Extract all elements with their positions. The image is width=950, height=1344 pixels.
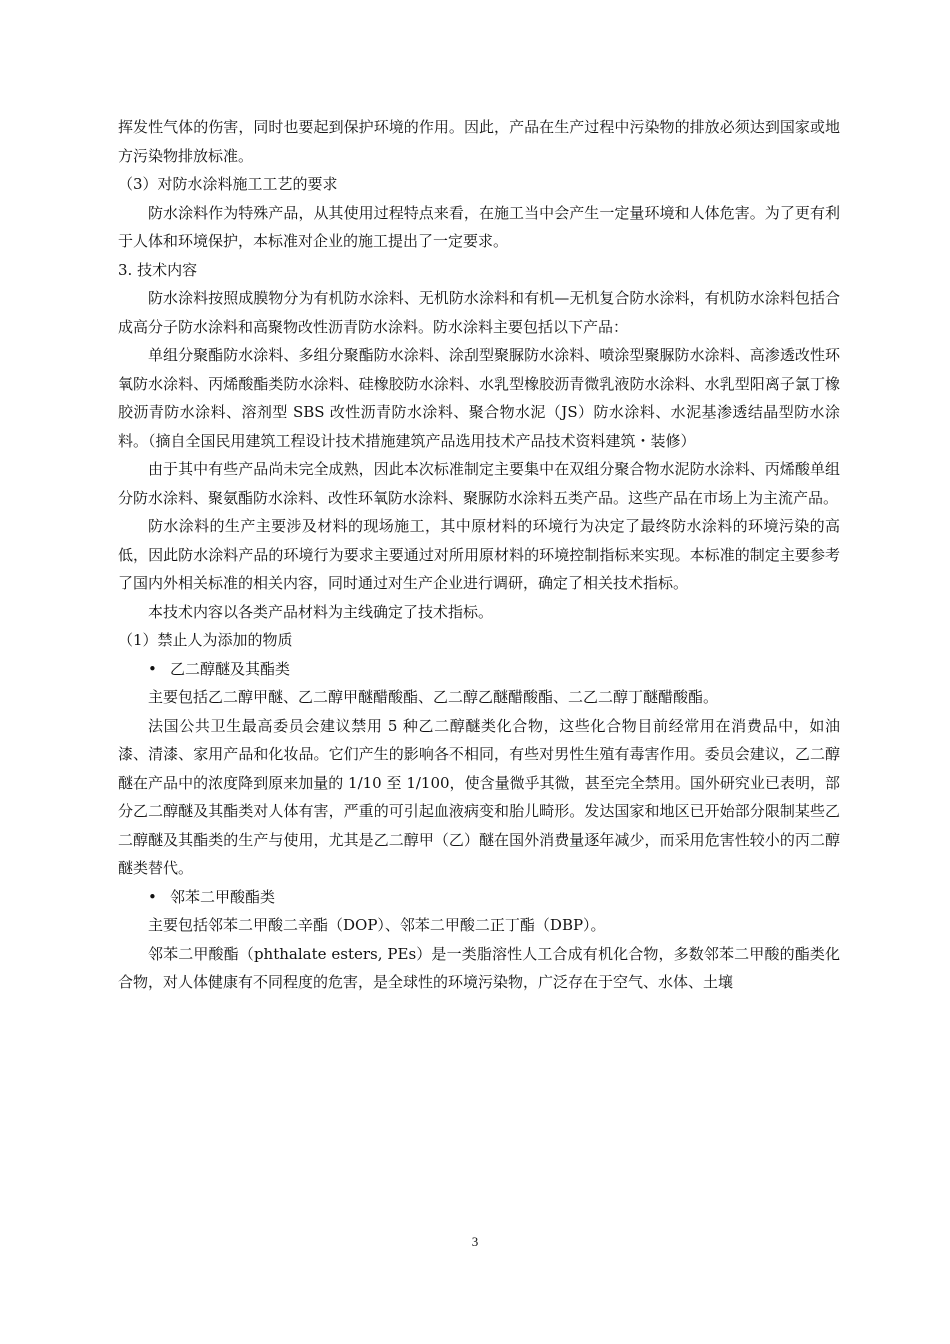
bullet-icon: • (148, 887, 157, 906)
paragraph: 挥发性气体的伤害，同时也要起到保护环境的作用。因此，产品在生产过程中污染物的排放必须达到国家或地方污染物排放标准。 (118, 118, 840, 165)
paragraph: 防水涂料的生产主要涉及材料的现场施工，其中原材料的环境行为决定了最终防水涂料的环境污染的高低，因此防水涂料产品的环境行为要求主要通过对所用原材料的环境控制指标来实现。本标准的制定主要参考了国内外相关标准的相关内容，同时通过对生产企业进行调研，确定了相关技术指标。 (118, 517, 840, 592)
subsection-heading: （1）禁止人为添加的物质 (118, 631, 293, 649)
subsection-heading: （3）对防水涂料施工工艺的要求 (118, 175, 338, 193)
paragraph: 主要包括乙二醇甲醚、乙二醇甲醚醋酸酯、乙二醇乙醚醋酸酯、二乙二醇丁醚醋酸酯。 (148, 688, 719, 706)
bullet-label: 乙二醇醚及其酯类 (170, 659, 291, 678)
paragraph: 本技术内容以各类产品材料为主线确定了技术指标。 (148, 602, 494, 621)
bullet-item (118, 883, 840, 912)
paragraph: 邻苯二甲酸酯（phthalate esters, PEs）是一类脂溶性人工合成有机化合物，多数邻苯二甲酸的酯类化合物，对人体健康有不同程度的危害，是全球性的环境污染物，广泛存在于空气、水体、土壤 (118, 944, 840, 991)
bullet-icon: • (148, 659, 157, 678)
bullet-label: 邻苯二甲酸酯类 (170, 887, 276, 906)
page-number: 3 (471, 1234, 479, 1249)
paragraph: 防水涂料按照成膜物分为有机防水涂料、无机防水涂料和有机—无机复合防水涂料，有机防水涂料包括合成高分子防水涂料和高聚物改性沥青防水涂料。防水涂料主要包括以下产品： (118, 289, 840, 336)
paragraph: 防水涂料作为特殊产品，从其使用过程特点来看，在施工当中会产生一定量环境和人体危害。为了更有利于人体和环境保护，本标准对企业的施工提出了一定要求。 (118, 203, 840, 250)
paragraph: 主要包括邻苯二甲酸二辛酯（DOP）、邻苯二甲酸二正丁酯（DBP）。 (148, 916, 606, 934)
paragraph: 法国公共卫生最高委员会建议禁用 5 种乙二醇醚类化合物，这些化合物目前经常用在消费品中，如油漆、清漆、家用产品和化妆品。它们产生的影响各不相同，有些对男性生殖有毒害作用。委员会建议，乙二醇醚在产品中的浓度降到原来加量的 1/10 至 1/100，使含量微乎其微，甚至完全禁用。国外研究业已表明，部分乙二醇醚及其酯类对人体有害，严重的可引起血液病变和胎儿畸形。发达国家和地区已开始部分限制某些乙二醇醚及其酯类的生产与使用，尤其是乙二醇甲（乙）醚在国外消费量逐年减少，而采用危害性较小的丙二醇醚类替代。 (118, 716, 840, 877)
bullet-item (118, 655, 840, 684)
paragraph: 由于其中有些产品尚未完全成熟，因此本次标准制定主要集中在双组分聚合物水泥防水涂料、丙烯酸单组分防水涂料、聚氨酯防水涂料、改性环氧防水涂料、聚脲防水涂料五类产品。这些产品在市场上为主流产品。 (118, 460, 840, 507)
body-text (118, 113, 840, 997)
section-heading: 3. 技术内容 (118, 260, 198, 279)
paragraph: 单组分聚酯防水涂料、多组分聚酯防水涂料、涂刮型聚脲防水涂料、喷涂型聚脲防水涂料、高渗透改性环氧防水涂料、丙烯酸酯类防水涂料、硅橡胶防水涂料、水乳型橡胶沥青微乳液防水涂料、水乳型阳离子氯丁橡胶沥青防水涂料、溶剂型 SBS 改性沥青防水涂料、聚合物水泥（JS）防水涂料、水泥基渗透结晶型防水涂料。（摘自全国民用建筑工程设计技术措施建筑产品选用技术产品技术资料建筑・装修） (118, 346, 840, 450)
